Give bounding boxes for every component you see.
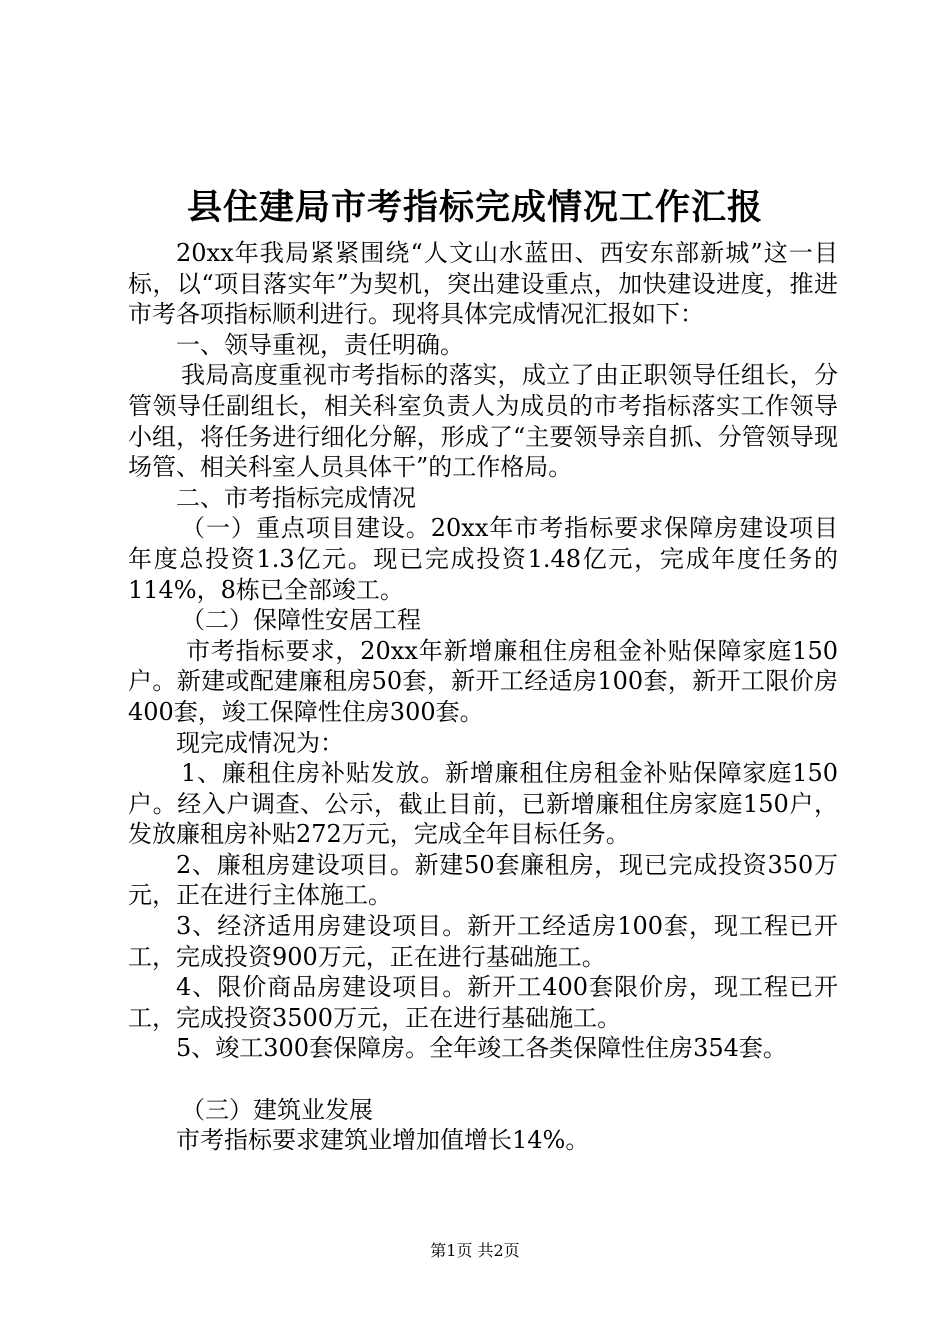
paragraph-construction-target: 市考指标要求建筑业增加值增长14%。 (176, 1126, 590, 1155)
list-item-price-limited-housing: 4、限价商品房建设项目。新开工400套限价房，现工程已开工，完成投资3500万元，正在进行基础施工。 (128, 973, 838, 1032)
page-footer: 第1页 共2页 (430, 1241, 520, 1260)
document-body (128, 238, 838, 1156)
document-title: 县住建局市考指标完成情况工作汇报 (186, 187, 763, 228)
paragraph-key-projects: （一）重点项目建设。20xx年市考指标要求保障房建设项目年度总投资1.3亿元。现已完成投资1.48亿元，完成年度任务的114%，8栋已全部竣工。 (128, 514, 838, 604)
paragraph-completion-status: 现完成情况为： (176, 728, 344, 757)
subsection-heading-construction: （三）建筑业发展 (181, 1095, 373, 1124)
blank-line (128, 1064, 838, 1095)
list-item-rent-subsidy: 1、廉租住房补贴发放。新增廉租住房租金补贴保障家庭150户。经入户调查、公示，截止目前，已新增廉租住房家庭150户，发放廉租房补贴272万元，完成全年目标任务。 (128, 759, 838, 849)
section-heading-1: 一、领导重视，责任明确。 (176, 330, 464, 359)
list-item-completed-housing: 5、竣工300套保障房。全年竣工各类保障性住房354套。 (176, 1034, 787, 1063)
paragraph-intro: 20xx年我局紧紧围绕“人文山水蓝田、西安东部新城”这一目标，以“项目落实年”为契机，突出建设重点，加快建设进度，推进市考各项指标顺利进行。现将具体完成情况汇报如下： (128, 239, 838, 329)
subsection-heading-housing: （二）保障性安居工程 (181, 606, 421, 635)
paragraph-housing-requirements: 市考指标要求，20xx年新增廉租住房租金补贴保障家庭150户。新建或配建廉租房50套，新开工经适房100套，新开工限价房400套，竣工保障性住房300套。 (128, 636, 838, 726)
section-heading-2: 二、市考指标完成情况 (176, 483, 416, 512)
list-item-lowrent-construction: 2、廉租房建设项目。新建50套廉租房，现已完成投资350万元，正在进行主体施工。 (128, 850, 838, 910)
list-item-affordable-housing: 3、经济适用房建设项目。新开工经适房100套，现工程已开工，完成投资900万元，正在进行基础施工。 (128, 912, 838, 971)
paragraph-leadership: 我局高度重视市考指标的落实，成立了由正职领导任组长，分管领导任副组长，相关科室负责人为成员的市考指标落实工作领导小组，将任务进行细化分解，形成了“主要领导亲自抓、分管领导现场管、相关科室人员具体干”的工作格局。 (128, 361, 838, 482)
